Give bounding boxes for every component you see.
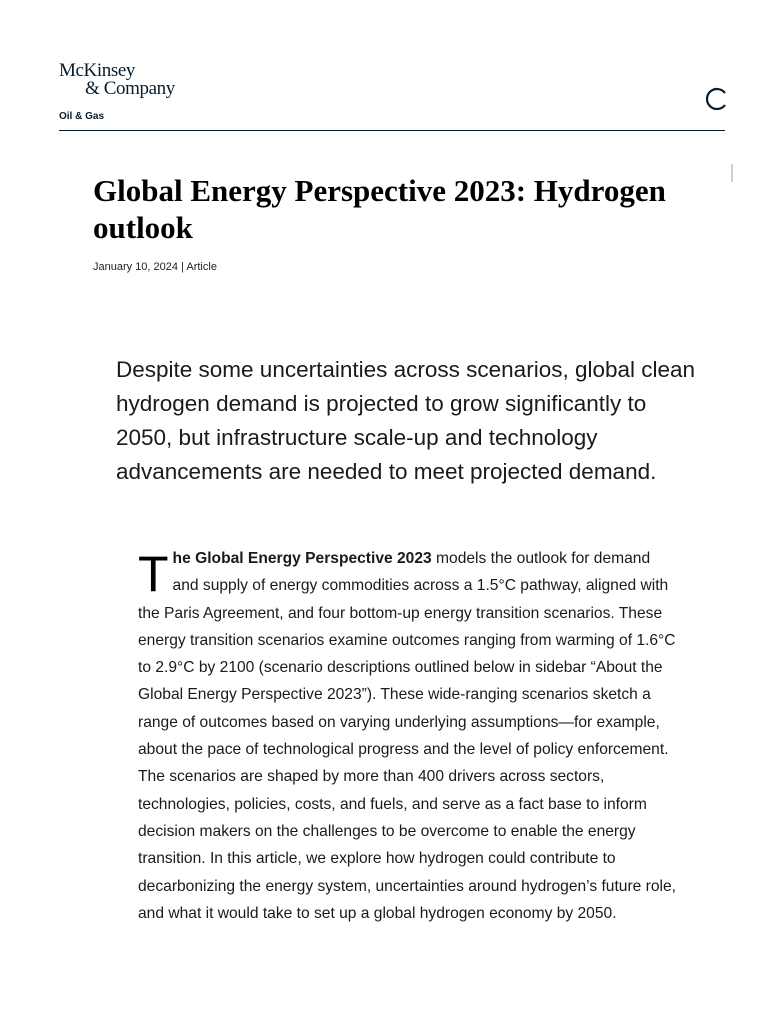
article-title: Global Energy Perspective 2023: Hydrogen outlook <box>93 173 666 245</box>
body-text-content: models the outlook for demand and supply of energy commodities across a 1.5°C pathway, aligned with the Paris Agreement, and four bottom-up energy transition scenarios. These energy transition scenarios examine outcomes ranging from warming of 1.6°C to 2.9°C by 2100 (scenario descriptions outlined below in sidebar “About the Global Energy Perspective 2023”). These wide-ranging scenarios sketch a range of outcomes based on varying underlying assumptions—for example, about the pace of technological progress and the level of policy enforcement. The scenarios are shaped by more than 400 drivers across sectors, technologies, policies, costs, and fuels, and serve as a fact base to inform decision makers on the challenges to be overcome to enable the energy transition. In this article, we explore how hydrogen could contribute to decarbonizing the energy system, uncertainties around hydrogen’s future role, and what it would take to set up a global hydrogen economy by 2050. <box>138 550 677 922</box>
body-bold-lead: he Global Energy Perspective 2023 <box>172 550 432 567</box>
header-divider <box>59 130 725 131</box>
search-icon <box>704 86 730 112</box>
logo-line-2: & Company <box>85 78 175 99</box>
section-label[interactable]: Oil & Gas <box>59 111 105 122</box>
drop-cap: T <box>138 546 169 602</box>
article-body <box>138 545 680 927</box>
article-lede: Despite some uncertainties across scenarios, global clean hydrogen demand is projected to grow significantly to 2050, but infrastructure scale-up and technology advancements are needed to meet projected demand. <box>116 357 696 484</box>
article-meta: January 10, 2024 | Article <box>93 261 217 273</box>
logo-line-1: McKinsey <box>59 60 135 81</box>
search-button[interactable] <box>704 86 730 112</box>
mckinsey-logo[interactable] <box>59 62 175 98</box>
